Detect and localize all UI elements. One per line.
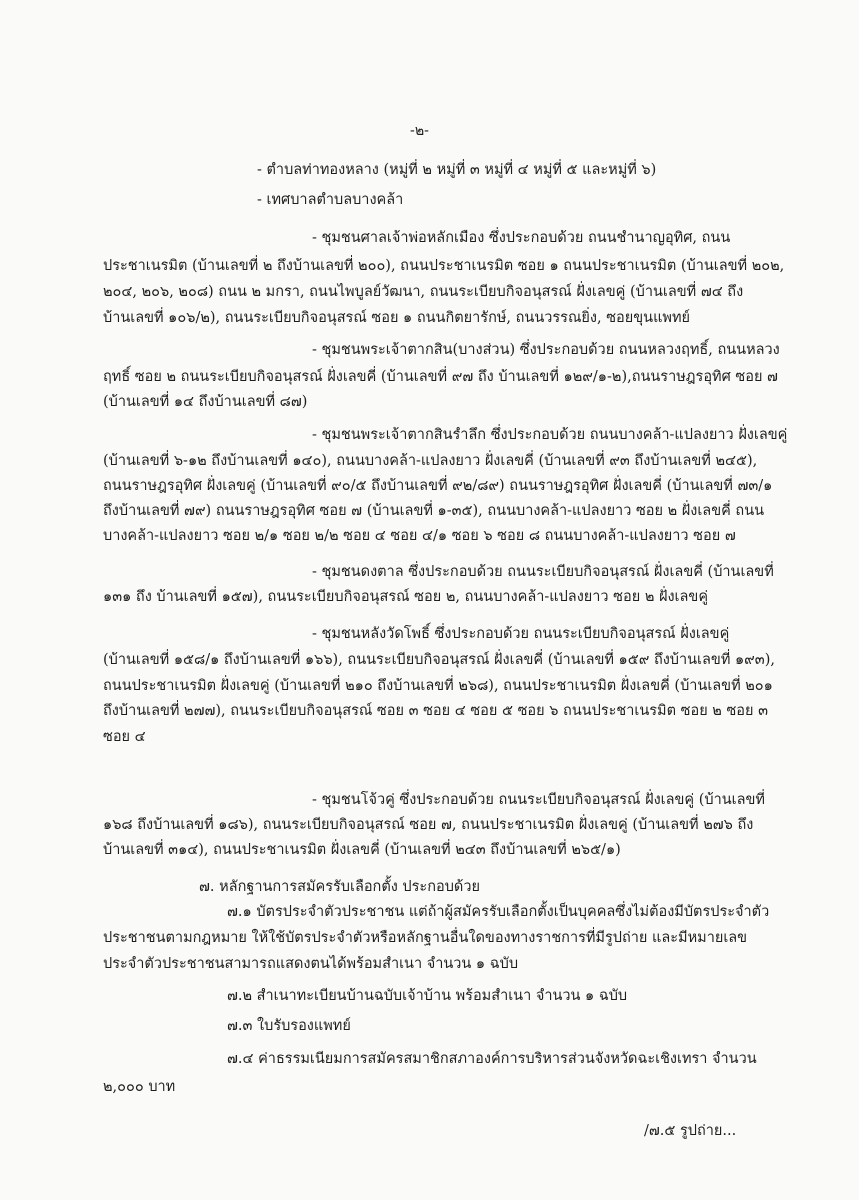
community-line: - ชุมชนพระเจ้าตากสิน(บางส่วน) ซึ่งประกอบด้วย ถนนหลวงฤทธิ์, ถนนหลวง bbox=[312, 342, 780, 358]
page-number: -๒- bbox=[410, 123, 429, 139]
section7-item3: ๗.๓ ใบรับรองแพทย์ bbox=[227, 1018, 351, 1034]
section7-item4-line: ๗.๔ ค่าธรรมเนียมการสมัครสมาชิกสภาองค์การบริหารส่วนจังหวัดฉะเชิงเทรา จำนวน bbox=[227, 1051, 757, 1067]
community-line: ฤทธิ์ ซอย ๒ ถนนระเบียบกิจอนุสรณ์ ฝั่งเลขคี่ (บ้านเลขที่ ๙๗ ถึง บ้านเลขที่ ๑๒๙/๑-๒),ถนนราษฎรอุทิศ ซอย ๗ bbox=[103, 369, 778, 385]
community-line: (บ้านเลขที่ ๖-๑๒ ถึงบ้านเลขที่ ๑๔๐), ถนนบางคล้า-แปลงยาว ฝั่งเลขคี่ (บ้านเลขที่ ๙๓ ถึงบ้านเลขที่ ๒๔๕), bbox=[103, 453, 758, 469]
community-line: (บ้านเลขที่ ๑๕๘/๑ ถึงบ้านเลขที่ ๑๖๖), ถนนระเบียบกิจอนุสรณ์ ฝั่งเลขคี่ (บ้านเลขที่ ๑๕๙ ถึงบ้านเลขที่ ๑๙๓), bbox=[103, 652, 775, 668]
section-subdistrict: - ตำบลท่าทองหลาง (หมู่ที่ ๒ หมู่ที่ ๓ หมู่ที่ ๔ หมู่ที่ ๕ และหมู่ที่ ๖) bbox=[257, 162, 657, 178]
community-line: บ้านเลขที่ ๑๐๖/๒), ถนนระเบียบกิจอนุสรณ์ ซอย ๑ ถนนกิตยารักษ์, ถนนวรรณยิ่ง, ซอยขุนแพทย์ bbox=[103, 310, 691, 326]
section7-item2: ๗.๒ สำเนาทะเบียนบ้านฉบับเจ้าบ้าน พร้อมสำเนา จำนวน ๑ ฉบับ bbox=[227, 988, 628, 1004]
community-line: ถนนประชาเนรมิต ฝั่งเลขคู่ (บ้านเลขที่ ๒๑๐ ถึงบ้านเลขที่ ๒๖๘), ถนนประชาเนรมิต ฝั่งเลขคี่ (บ้านเลขที่ ๒๐๑ bbox=[103, 678, 773, 694]
section7-item1-line: ประชาชนตามกฎหมาย ให้ใช้บัตรประจำตัวหรือหลักฐานอื่นใดของทางราชการที่มีรูปถ่าย และมีหมายเลข bbox=[103, 930, 748, 946]
community-line: ๑๖๘ ถึงบ้านเลขที่ ๑๘๖), ถนนระเบียบกิจอนุสรณ์ ซอย ๗, ถนนประชาเนรมิต ฝั่งเลขคู่ (บ้านเลขที่ ๒๗๖ ถึง bbox=[103, 817, 754, 833]
community-line: - ชุมชนหลังวัดโพธิ์ ซึ่งประกอบด้วย ถนนระเบียบกิจอนุสรณ์ ฝั่งเลขคู่ bbox=[312, 626, 730, 642]
continuation-note: /๗.๕ รูปถ่าย... bbox=[644, 1123, 737, 1139]
section7-item4-line: ๒,๐๐๐ บาท bbox=[103, 1079, 176, 1095]
community-line: ถนนราษฎรอุทิศ ฝั่งเลขคู่ (บ้านเลขที่ ๙๐/๕ ถึงบ้านเลขที่ ๙๒/๘๙) ถนนราษฎรอุทิศ ฝั่งเลขคี่ (บ้านเลขที่ ๗๓/๑ bbox=[103, 478, 773, 494]
section7-item1-line: ๗.๑ บัตรประจำตัวประชาชน แต่ถ้าผู้สมัครรับเลือกตั้งเป็นบุคคลซึ่งไม่ต้องมีบัตรประจำตัว bbox=[227, 904, 770, 920]
community-line: ถึงบ้านเลขที่ ๒๗๗), ถนนระเบียบกิจอนุสรณ์ ซอย ๓ ซอย ๔ ซอย ๕ ซอย ๖ ถนนประชาเนรมิต ซอย ๒ ซอย ๓ bbox=[103, 703, 769, 719]
community-line: ถึงบ้านเลขที่ ๗๙) ถนนราษฎรอุทิศ ซอย ๗ (บ้านเลขที่ ๑-๓๕), ถนนบางคล้า-แปลงยาว ซอย ๒ ฝั่งเลขคี่ ถนน bbox=[103, 503, 765, 519]
section7-heading: ๗. หลักฐานการสมัครรับเลือกตั้ง ประกอบด้วย bbox=[199, 879, 480, 895]
community-line: ซอย ๔ bbox=[103, 729, 146, 745]
community-line: - ชุมชนพระเจ้าตากสินรำลึก ซึ่งประกอบด้วย ถนนบางคล้า-แปลงยาว ฝั่งเลขคู่ bbox=[312, 427, 788, 443]
community-line: ๒๐๔, ๒๐๖, ๒๐๘) ถนน ๒ มกรา, ถนนไพบูลย์วัฒนา, ถนนระเบียบกิจอนุสรณ์ ฝั่งเลขคู่ (บ้านเลขที่ ๗๔ ถึง bbox=[103, 284, 744, 300]
community-line: บ้านเลขที่ ๓๑๔), ถนนประชาเนรมิต ฝั่งเลขคี่ (บ้านเลขที่ ๒๔๓ ถึงบ้านเลขที่ ๒๖๕/๑) bbox=[103, 842, 621, 858]
section-municipality: - เทศบาลตำบลบางคล้า bbox=[257, 192, 404, 208]
community-line: ๑๓๑ ถึง บ้านเลขที่ ๑๕๗), ถนนระเบียบกิจอนุสรณ์ ซอย ๒, ถนนบางคล้า-แปลงยาว ซอย ๒ ฝั่งเลขคู่ bbox=[103, 589, 709, 605]
community-line: - ชุมชนศาลเจ้าพ่อหลักเมือง ซึ่งประกอบด้วย ถนนชำนาญอุทิศ, ถนน bbox=[312, 230, 731, 246]
section7-item1-line: ประจำตัวประชาชนสามารถแสดงตนได้พร้อมสำเนา จำนวน ๑ ฉบับ bbox=[103, 956, 519, 972]
community-line: - ชุมชนดงตาล ซึ่งประกอบด้วย ถนนระเบียบกิจอนุสรณ์ ฝั่งเลขคี่ (บ้านเลขที่ bbox=[312, 564, 774, 580]
community-line: (บ้านเลขที่ ๑๔ ถึงบ้านเลขที่ ๘๗) bbox=[103, 394, 308, 410]
community-line: ประชาเนรมิต (บ้านเลขที่ ๒ ถึงบ้านเลขที่ ๒๐๐), ถนนประชาเนรมิต ซอย ๑ ถนนประชาเนรมิต (บ้านเลขที่ ๒๐๒, bbox=[103, 258, 785, 274]
community-line: บางคล้า-แปลงยาว ซอย ๒/๑ ซอย ๒/๒ ซอย ๔ ซอย ๔/๑ ซอย ๖ ซอย ๘ ถนนบางคล้า-แปลงยาว ซอย ๗ bbox=[103, 528, 736, 544]
community-line: - ชุมชนโจ้วคู่ ซึ่งประกอบด้วย ถนนระเบียบกิจอนุสรณ์ ฝั่งเลขคู่ (บ้านเลขที่ bbox=[312, 792, 765, 808]
